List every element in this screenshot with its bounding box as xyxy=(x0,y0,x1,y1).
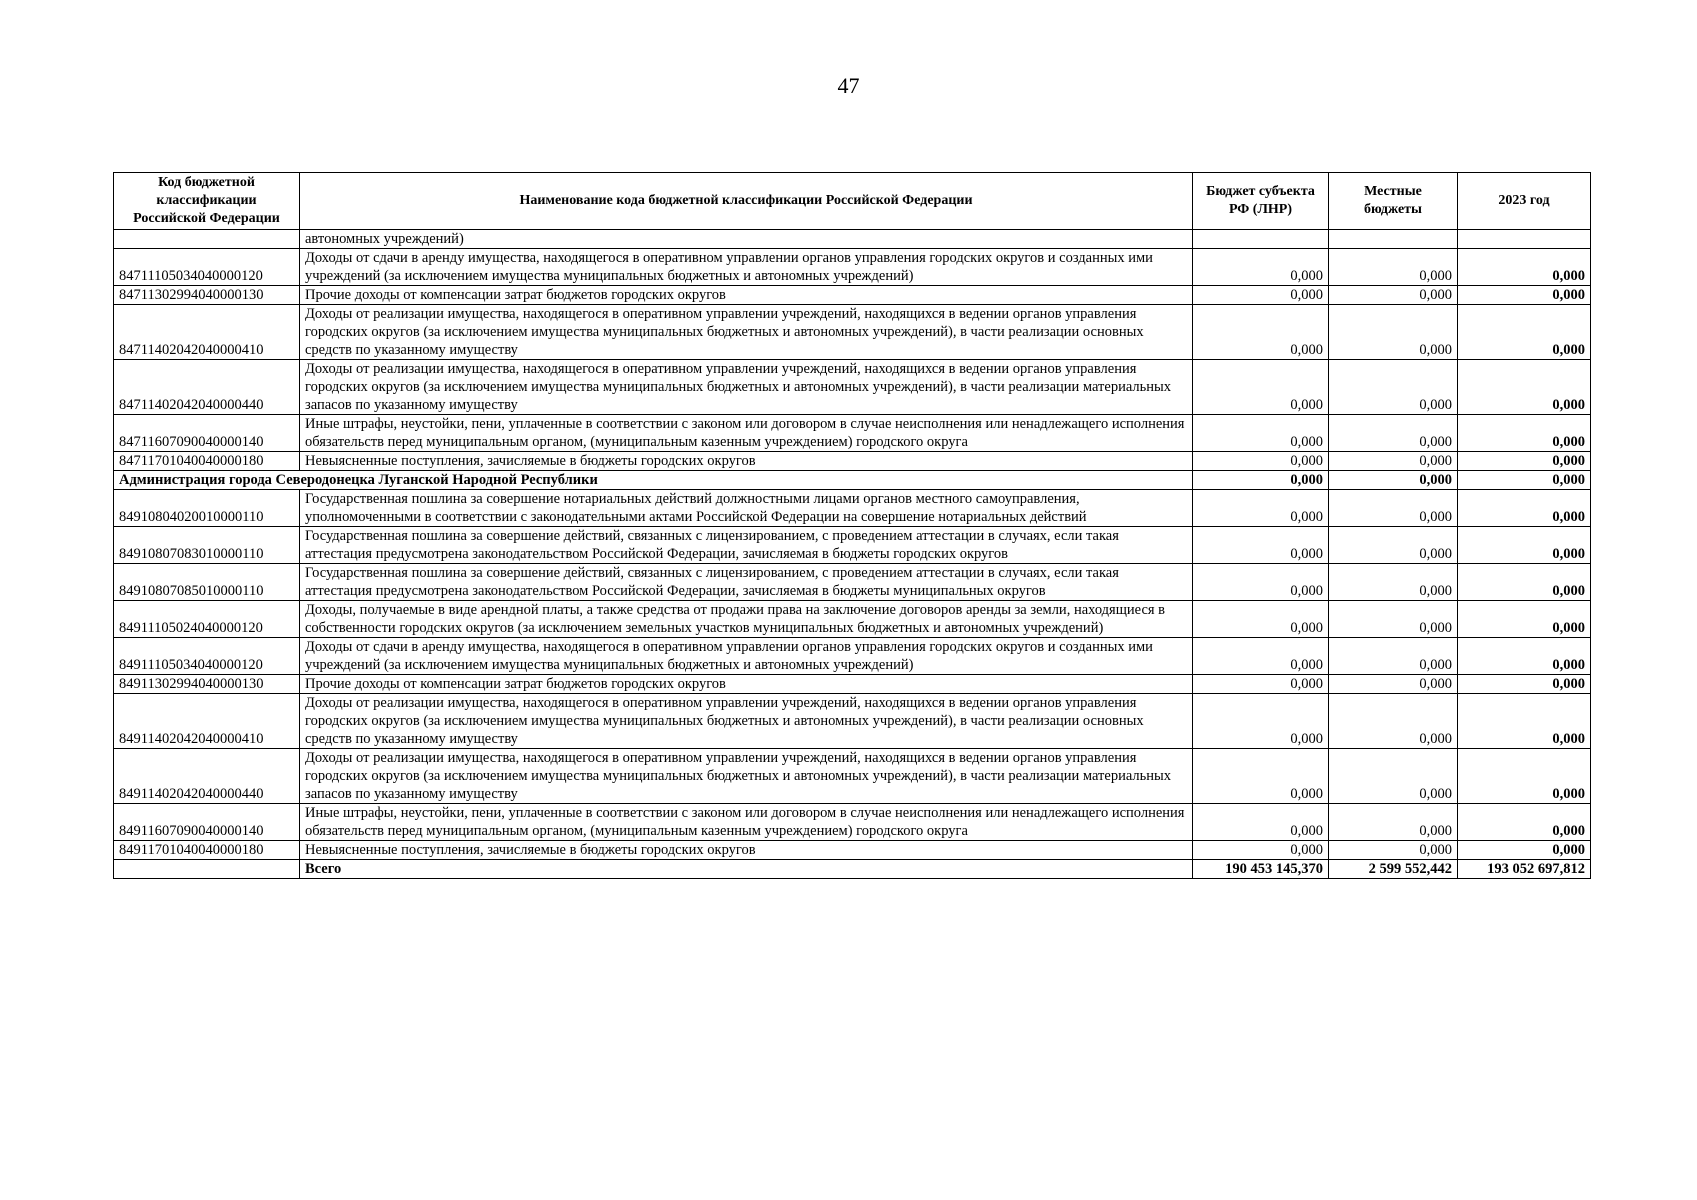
header-code: Код бюджетной классификации Российской Федерации xyxy=(114,173,300,230)
year-total-cell: 0,000 xyxy=(1458,841,1591,860)
subject-budget-cell xyxy=(1193,230,1329,249)
table-row xyxy=(114,564,1591,601)
subject-budget-cell: 0,000 xyxy=(1193,452,1329,471)
name-cell: Доходы от сдачи в аренду имущества, находящегося в оперативном управлении органов управления городских округов и созданных ими учреждений (за исключением имущества муниципальных бюджетных и автономных учреждений) xyxy=(300,249,1193,286)
code-cell: 84711607090040000140 xyxy=(114,415,300,452)
section-title-cell: Администрация города Северодонецка Луганской Народной Республики xyxy=(114,471,1193,490)
name-cell: Иные штрафы, неустойки, пени, уплаченные в соответствии с законом или договором в случае неисполнения или ненадлежащего исполнения обязательств перед муниципальным органом, (муниципальным казенным учреждением) городского округа xyxy=(300,415,1193,452)
year-total-cell: 0,000 xyxy=(1458,471,1591,490)
table-row xyxy=(114,452,1591,471)
subject-budget-cell: 190 453 145,370 xyxy=(1193,860,1329,879)
year-total-cell: 0,000 xyxy=(1458,694,1591,749)
year-total-cell: 0,000 xyxy=(1458,749,1591,804)
subject-budget-cell: 0,000 xyxy=(1193,249,1329,286)
year-total-cell: 0,000 xyxy=(1458,527,1591,564)
year-total-cell: 193 052 697,812 xyxy=(1458,860,1591,879)
local-budgets-cell: 2 599 552,442 xyxy=(1329,860,1458,879)
code-cell xyxy=(114,860,300,879)
year-total-cell: 0,000 xyxy=(1458,286,1591,305)
year-total-cell: 0,000 xyxy=(1458,675,1591,694)
subject-budget-cell: 0,000 xyxy=(1193,527,1329,564)
local-budgets-cell: 0,000 xyxy=(1329,694,1458,749)
table-row xyxy=(114,230,1591,249)
local-budgets-cell: 0,000 xyxy=(1329,527,1458,564)
local-budgets-cell: 0,000 xyxy=(1329,564,1458,601)
name-cell: Государственная пошлина за совершение нотариальных действий должностными лицами органов местного самоуправления, уполномоченными в соответствии с законодательными актами Российской Федерации на совершение нотариальных действий xyxy=(300,490,1193,527)
name-cell: Невыясненные поступления, зачисляемые в бюджеты городских округов xyxy=(300,841,1193,860)
code-cell: 84711402042040000440 xyxy=(114,360,300,415)
table-row xyxy=(114,305,1591,360)
name-cell: Невыясненные поступления, зачисляемые в бюджеты городских округов xyxy=(300,452,1193,471)
local-budgets-cell: 0,000 xyxy=(1329,804,1458,841)
subject-budget-cell: 0,000 xyxy=(1193,638,1329,675)
table-row xyxy=(114,749,1591,804)
table-row xyxy=(114,601,1591,638)
table-row xyxy=(114,638,1591,675)
page-number: 47 xyxy=(837,73,860,98)
grand-total-label-cell: Всего xyxy=(300,860,1193,879)
subject-budget-cell: 0,000 xyxy=(1193,694,1329,749)
table-row xyxy=(114,249,1591,286)
subject-budget-cell: 0,000 xyxy=(1193,601,1329,638)
year-total-cell: 0,000 xyxy=(1458,601,1591,638)
table-row xyxy=(114,360,1591,415)
code-cell: 84711402042040000410 xyxy=(114,305,300,360)
table-row xyxy=(114,841,1591,860)
code-cell: 84711302994040000130 xyxy=(114,286,300,305)
subject-budget-cell: 0,000 xyxy=(1193,804,1329,841)
code-cell: 84911402042040000410 xyxy=(114,694,300,749)
local-budgets-cell: 0,000 xyxy=(1329,452,1458,471)
table-row xyxy=(114,804,1591,841)
table-row xyxy=(114,490,1591,527)
grand-total-row xyxy=(114,860,1591,879)
header-subject-budget: Бюджет субъекта РФ (ЛНР) xyxy=(1193,173,1329,230)
name-cell: Прочие доходы от компенсации затрат бюджетов городских округов xyxy=(300,286,1193,305)
code-cell: 84911701040040000180 xyxy=(114,841,300,860)
local-budgets-cell xyxy=(1329,230,1458,249)
name-cell: Доходы от реализации имущества, находящегося в оперативном управлении учреждений, находящихся в ведении органов управления городских округов (за исключением имущества муниципальных бюджетных и автономных учреждений), в части реализации материальных запасов по указанному имуществу xyxy=(300,749,1193,804)
name-cell: Доходы от реализации имущества, находящегося в оперативном управлении учреждений, находящихся в ведении органов управления городских округов (за исключением имущества муниципальных бюджетных и автономных учреждений), в части реализации материальных запасов по указанному имуществу xyxy=(300,360,1193,415)
subject-budget-cell: 0,000 xyxy=(1193,749,1329,804)
local-budgets-cell: 0,000 xyxy=(1329,841,1458,860)
year-total-cell: 0,000 xyxy=(1458,638,1591,675)
local-budgets-cell: 0,000 xyxy=(1329,601,1458,638)
header-local-budgets: Местные бюджеты xyxy=(1329,173,1458,230)
year-total-cell: 0,000 xyxy=(1458,490,1591,527)
table-row xyxy=(114,286,1591,305)
code-cell: 84911607090040000140 xyxy=(114,804,300,841)
local-budgets-cell: 0,000 xyxy=(1329,249,1458,286)
local-budgets-cell: 0,000 xyxy=(1329,749,1458,804)
section-row xyxy=(114,471,1591,490)
code-cell: 84711701040040000180 xyxy=(114,452,300,471)
subject-budget-cell: 0,000 xyxy=(1193,471,1329,490)
subject-budget-cell: 0,000 xyxy=(1193,841,1329,860)
local-budgets-cell: 0,000 xyxy=(1329,286,1458,305)
name-cell: Иные штрафы, неустойки, пени, уплаченные в соответствии с законом или договором в случае неисполнения или ненадлежащего исполнения обязательств перед муниципальным органом, (муниципальным казенным учреждением) городского округа xyxy=(300,804,1193,841)
code-cell xyxy=(114,230,300,249)
name-cell: Доходы от реализации имущества, находящегося в оперативном управлении учреждений, находящихся в ведении органов управления городских округов (за исключением имущества муниципальных бюджетных и автономных учреждений), в части реализации основных средств по указанному имуществу xyxy=(300,694,1193,749)
table-row xyxy=(114,415,1591,452)
subject-budget-cell: 0,000 xyxy=(1193,564,1329,601)
year-total-cell xyxy=(1458,230,1591,249)
name-cell: Доходы от реализации имущества, находящегося в оперативном управлении учреждений, находящихся в ведении органов управления городских округов (за исключением имущества муниципальных бюджетных и автономных учреждений), в части реализации основных средств по указанному имуществу xyxy=(300,305,1193,360)
local-budgets-cell: 0,000 xyxy=(1329,675,1458,694)
table-body xyxy=(114,230,1591,879)
local-budgets-cell: 0,000 xyxy=(1329,415,1458,452)
table-row xyxy=(114,694,1591,749)
table-row xyxy=(114,527,1591,564)
subject-budget-cell: 0,000 xyxy=(1193,675,1329,694)
year-total-cell: 0,000 xyxy=(1458,249,1591,286)
year-total-cell: 0,000 xyxy=(1458,804,1591,841)
header-name: Наименование кода бюджетной классификации Российской Федерации xyxy=(300,173,1193,230)
name-cell: Доходы, получаемые в виде арендной платы, а также средства от продажи права на заключение договоров аренды за земли, находящиеся в собственности городских округов (за исключением земельных участков муниципальных бюджетных и автономных учреждений) xyxy=(300,601,1193,638)
year-total-cell: 0,000 xyxy=(1458,305,1591,360)
local-budgets-cell: 0,000 xyxy=(1329,360,1458,415)
year-total-cell: 0,000 xyxy=(1458,360,1591,415)
table-row xyxy=(114,675,1591,694)
subject-budget-cell: 0,000 xyxy=(1193,305,1329,360)
code-cell: 84911105024040000120 xyxy=(114,601,300,638)
subject-budget-cell: 0,000 xyxy=(1193,490,1329,527)
name-cell: Государственная пошлина за совершение действий, связанных с лицензированием, с проведением аттестации в случаях, если такая аттестация предусмотрена законодательством Российской Федерации, зачисляемая в бюджеты муниципальных округов xyxy=(300,564,1193,601)
local-budgets-cell: 0,000 xyxy=(1329,471,1458,490)
table-header xyxy=(114,173,1591,230)
code-cell: 84911402042040000440 xyxy=(114,749,300,804)
code-cell: 84911302994040000130 xyxy=(114,675,300,694)
name-cell: Доходы от сдачи в аренду имущества, находящегося в оперативном управлении органов управления городских округов и созданных ими учреждений (за исключением имущества муниципальных бюджетных и автономных учреждений) xyxy=(300,638,1193,675)
code-cell: 84910804020010000110 xyxy=(114,490,300,527)
code-cell: 84911105034040000120 xyxy=(114,638,300,675)
subject-budget-cell: 0,000 xyxy=(1193,415,1329,452)
local-budgets-cell: 0,000 xyxy=(1329,490,1458,527)
code-cell: 84711105034040000120 xyxy=(114,249,300,286)
year-total-cell: 0,000 xyxy=(1458,415,1591,452)
year-total-cell: 0,000 xyxy=(1458,564,1591,601)
name-cell: Прочие доходы от компенсации затрат бюджетов городских округов xyxy=(300,675,1193,694)
header-year: 2023 год xyxy=(1458,173,1591,230)
budget-table xyxy=(113,172,1591,879)
code-cell: 84910807085010000110 xyxy=(114,564,300,601)
code-cell: 84910807083010000110 xyxy=(114,527,300,564)
subject-budget-cell: 0,000 xyxy=(1193,286,1329,305)
subject-budget-cell: 0,000 xyxy=(1193,360,1329,415)
name-cell: автономных учреждений) xyxy=(300,230,1193,249)
local-budgets-cell: 0,000 xyxy=(1329,638,1458,675)
name-cell: Государственная пошлина за совершение действий, связанных с лицензированием, с проведением аттестации в случаях, если такая аттестация предусмотрена законодательством Российской Федерации, зачисляемая в бюджеты городских округов xyxy=(300,527,1193,564)
local-budgets-cell: 0,000 xyxy=(1329,305,1458,360)
year-total-cell: 0,000 xyxy=(1458,452,1591,471)
